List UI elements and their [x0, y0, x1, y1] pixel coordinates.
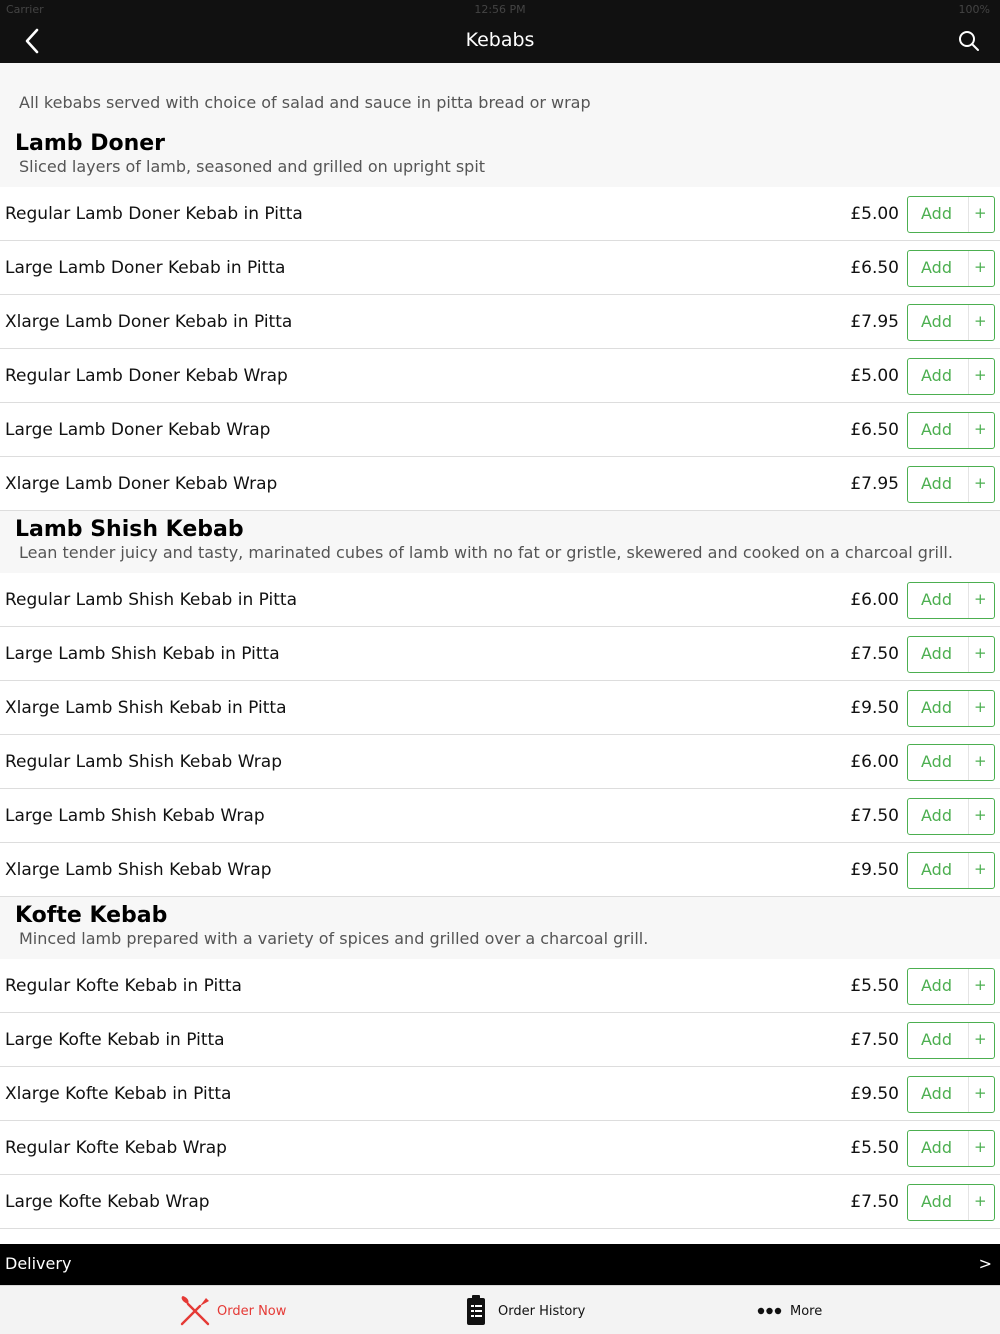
menu-item-row[interactable]	[0, 295, 1000, 349]
add-to-order-button[interactable]	[907, 636, 995, 673]
menu-item-name: Regular Kofte Kebab in Pitta	[5, 976, 242, 996]
section-header	[0, 897, 1000, 959]
menu-item-price: £5.50	[850, 976, 899, 996]
menu-item-name: Large Lamb Shish Kebab Wrap	[5, 806, 265, 826]
add-label: Add	[921, 1030, 952, 1049]
plus-icon: +	[974, 976, 987, 994]
add-label: Add	[921, 976, 952, 995]
menu-item-price: £5.00	[850, 204, 899, 224]
menu-item-row[interactable]	[0, 1013, 1000, 1067]
tab-order-now[interactable]	[178, 1294, 308, 1328]
section-header	[0, 511, 1000, 573]
add-to-order-button[interactable]	[907, 1184, 995, 1221]
section-title: Lamb Shish Kebab	[15, 517, 244, 542]
add-label: Add	[921, 590, 952, 609]
delivery-label: Delivery	[5, 1254, 72, 1273]
add-to-order-button[interactable]	[907, 1076, 995, 1113]
menu-item-price: £9.50	[850, 860, 899, 880]
add-to-order-button[interactable]	[907, 744, 995, 781]
menu-item-name: Large Lamb Shish Kebab in Pitta	[5, 644, 280, 664]
add-label: Add	[921, 474, 952, 493]
menu-item-price: £7.50	[850, 1030, 899, 1050]
menu-item-name: Xlarge Lamb Doner Kebab Wrap	[5, 474, 278, 494]
menu-item-row[interactable]	[0, 241, 1000, 295]
plus-icon: +	[974, 590, 987, 608]
add-divider	[968, 853, 969, 888]
add-label: Add	[921, 312, 952, 331]
search-button[interactable]	[956, 28, 982, 54]
menu-item-name: Regular Lamb Doner Kebab in Pitta	[5, 204, 303, 224]
menu-item-price: £9.50	[850, 1084, 899, 1104]
menu-item-name: Large Kofte Kebab Wrap	[5, 1192, 210, 1212]
section-description: Sliced layers of lamb, seasoned and grilled on upright spit	[19, 157, 486, 176]
add-divider	[968, 1023, 969, 1058]
tab-more[interactable]	[757, 1294, 837, 1328]
plus-icon: +	[974, 1192, 987, 1210]
section-title: Lamb Doner	[15, 131, 166, 156]
delivery-bar[interactable]	[0, 1244, 1000, 1285]
menu-item-price: £6.50	[850, 258, 899, 278]
add-divider	[968, 969, 969, 1004]
menu-item-row[interactable]	[0, 187, 1000, 241]
plus-icon: +	[974, 204, 987, 222]
menu-item-row[interactable]	[0, 457, 1000, 511]
add-divider	[968, 745, 969, 780]
menu-item-row[interactable]	[0, 735, 1000, 789]
tab-order-history[interactable]	[465, 1294, 595, 1328]
add-label: Add	[921, 806, 952, 825]
status-time: 12:56 PM	[474, 3, 526, 16]
menu-item-name: Regular Kofte Kebab Wrap	[5, 1138, 227, 1158]
add-label: Add	[921, 1138, 952, 1157]
add-to-order-button[interactable]	[907, 1022, 995, 1059]
section-title: Kofte Kebab	[15, 903, 168, 928]
menu-item-price: £7.50	[850, 806, 899, 826]
plus-icon: +	[974, 1138, 987, 1156]
add-to-order-button[interactable]	[907, 412, 995, 449]
add-divider	[968, 691, 969, 726]
add-to-order-button[interactable]	[907, 852, 995, 889]
menu-list[interactable]	[0, 63, 1000, 1244]
menu-item-name: Xlarge Lamb Shish Kebab in Pitta	[5, 698, 287, 718]
menu-item-row[interactable]	[0, 1067, 1000, 1121]
add-to-order-button[interactable]	[907, 466, 995, 503]
plus-icon: +	[974, 312, 987, 330]
plus-icon: +	[974, 420, 987, 438]
section-description: Minced lamb prepared with a variety of spices and grilled over a charcoal grill.	[19, 929, 649, 948]
menu-item-row[interactable]	[0, 403, 1000, 457]
menu-item-price: £5.00	[850, 366, 899, 386]
add-divider	[968, 1185, 969, 1220]
section-header	[0, 125, 1000, 187]
menu-item-name: Large Lamb Doner Kebab Wrap	[5, 420, 271, 440]
tab-order-now-label: Order Now	[217, 1304, 287, 1319]
menu-item-row[interactable]	[0, 843, 1000, 897]
page-title: Kebabs	[465, 29, 535, 51]
menu-item-name: Regular Lamb Doner Kebab Wrap	[5, 366, 288, 386]
menu-item-price: £7.50	[850, 1192, 899, 1212]
menu-item-price: £5.50	[850, 1138, 899, 1158]
battery-label: 100%	[958, 3, 990, 16]
menu-item-name: Xlarge Lamb Doner Kebab in Pitta	[5, 312, 293, 332]
add-divider	[968, 637, 969, 672]
tab-bar	[0, 1285, 1000, 1334]
carrier-label: Carrier	[6, 3, 44, 16]
menu-item-name: Regular Lamb Shish Kebab Wrap	[5, 752, 282, 772]
add-to-order-button[interactable]	[907, 582, 995, 619]
navigation-bar	[0, 20, 1000, 63]
plus-icon: +	[974, 1084, 987, 1102]
add-label: Add	[921, 204, 952, 223]
tab-order-history-label: Order History	[498, 1304, 586, 1319]
ellipsis-icon	[757, 1294, 783, 1328]
add-divider	[968, 1131, 969, 1166]
add-label: Add	[921, 644, 952, 663]
add-divider	[968, 1077, 969, 1112]
add-divider	[968, 251, 969, 286]
add-to-order-button[interactable]	[907, 968, 995, 1005]
menu-item-row[interactable]	[0, 681, 1000, 735]
search-icon	[956, 28, 982, 54]
add-divider	[968, 799, 969, 834]
add-to-order-button[interactable]	[907, 358, 995, 395]
menu-item-row[interactable]	[0, 627, 1000, 681]
menu-item-price: £7.95	[850, 312, 899, 332]
add-divider	[968, 359, 969, 394]
menu-item-row[interactable]	[0, 349, 1000, 403]
category-intro: All kebabs served with choice of salad and sauce in pitta bread or wrap	[0, 63, 1000, 125]
add-label: Add	[921, 860, 952, 879]
menu-item-row[interactable]	[0, 789, 1000, 843]
menu-item-name: Xlarge Lamb Shish Kebab Wrap	[5, 860, 272, 880]
menu-sections	[0, 125, 1000, 1229]
add-label: Add	[921, 1084, 952, 1103]
menu-item-price: £9.50	[850, 698, 899, 718]
chevron-right-icon: >	[978, 1254, 992, 1273]
add-divider	[968, 197, 969, 232]
menu-item-row[interactable]	[0, 573, 1000, 627]
plus-icon: +	[974, 258, 987, 276]
menu-item-name: Large Kofte Kebab in Pitta	[5, 1030, 225, 1050]
add-label: Add	[921, 420, 952, 439]
menu-item-price: £6.00	[850, 590, 899, 610]
tab-more-label: More	[790, 1304, 823, 1319]
clipboard-icon	[465, 1294, 487, 1326]
add-divider	[968, 467, 969, 502]
menu-item-name: Large Lamb Doner Kebab in Pitta	[5, 258, 286, 278]
add-to-order-button[interactable]	[907, 690, 995, 727]
add-label: Add	[921, 698, 952, 717]
menu-item-price: £6.00	[850, 752, 899, 772]
plus-icon: +	[974, 698, 987, 716]
menu-item-row[interactable]	[0, 1175, 1000, 1229]
plus-icon: +	[974, 1030, 987, 1048]
add-label: Add	[921, 752, 952, 771]
add-divider	[968, 583, 969, 618]
plus-icon: +	[974, 366, 987, 384]
menu-item-price: £7.95	[850, 474, 899, 494]
menu-item-row[interactable]	[0, 959, 1000, 1013]
menu-item-price: £7.50	[850, 644, 899, 664]
plus-icon: +	[974, 806, 987, 824]
add-to-order-button[interactable]	[907, 250, 995, 287]
plus-icon: +	[974, 644, 987, 662]
add-to-order-button[interactable]	[907, 196, 995, 233]
status-bar	[0, 0, 1000, 20]
add-label: Add	[921, 366, 952, 385]
plus-icon: +	[974, 860, 987, 878]
add-to-order-button[interactable]	[907, 798, 995, 835]
plus-icon: +	[974, 474, 987, 492]
plus-icon: +	[974, 752, 987, 770]
add-divider	[968, 413, 969, 448]
menu-item-price: £6.50	[850, 420, 899, 440]
fork-knife-icon	[178, 1294, 212, 1328]
section-description: Lean tender juicy and tasty, marinated cubes of lamb with no fat or gristle, skewered and cooked on a charcoal grill.	[19, 543, 953, 562]
menu-item-name: Xlarge Kofte Kebab in Pitta	[5, 1084, 232, 1104]
add-label: Add	[921, 1192, 952, 1211]
menu-item-row[interactable]	[0, 1121, 1000, 1175]
add-label: Add	[921, 258, 952, 277]
menu-item-name: Regular Lamb Shish Kebab in Pitta	[5, 590, 297, 610]
add-to-order-button[interactable]	[907, 304, 995, 341]
add-divider	[968, 305, 969, 340]
add-to-order-button[interactable]	[907, 1130, 995, 1167]
